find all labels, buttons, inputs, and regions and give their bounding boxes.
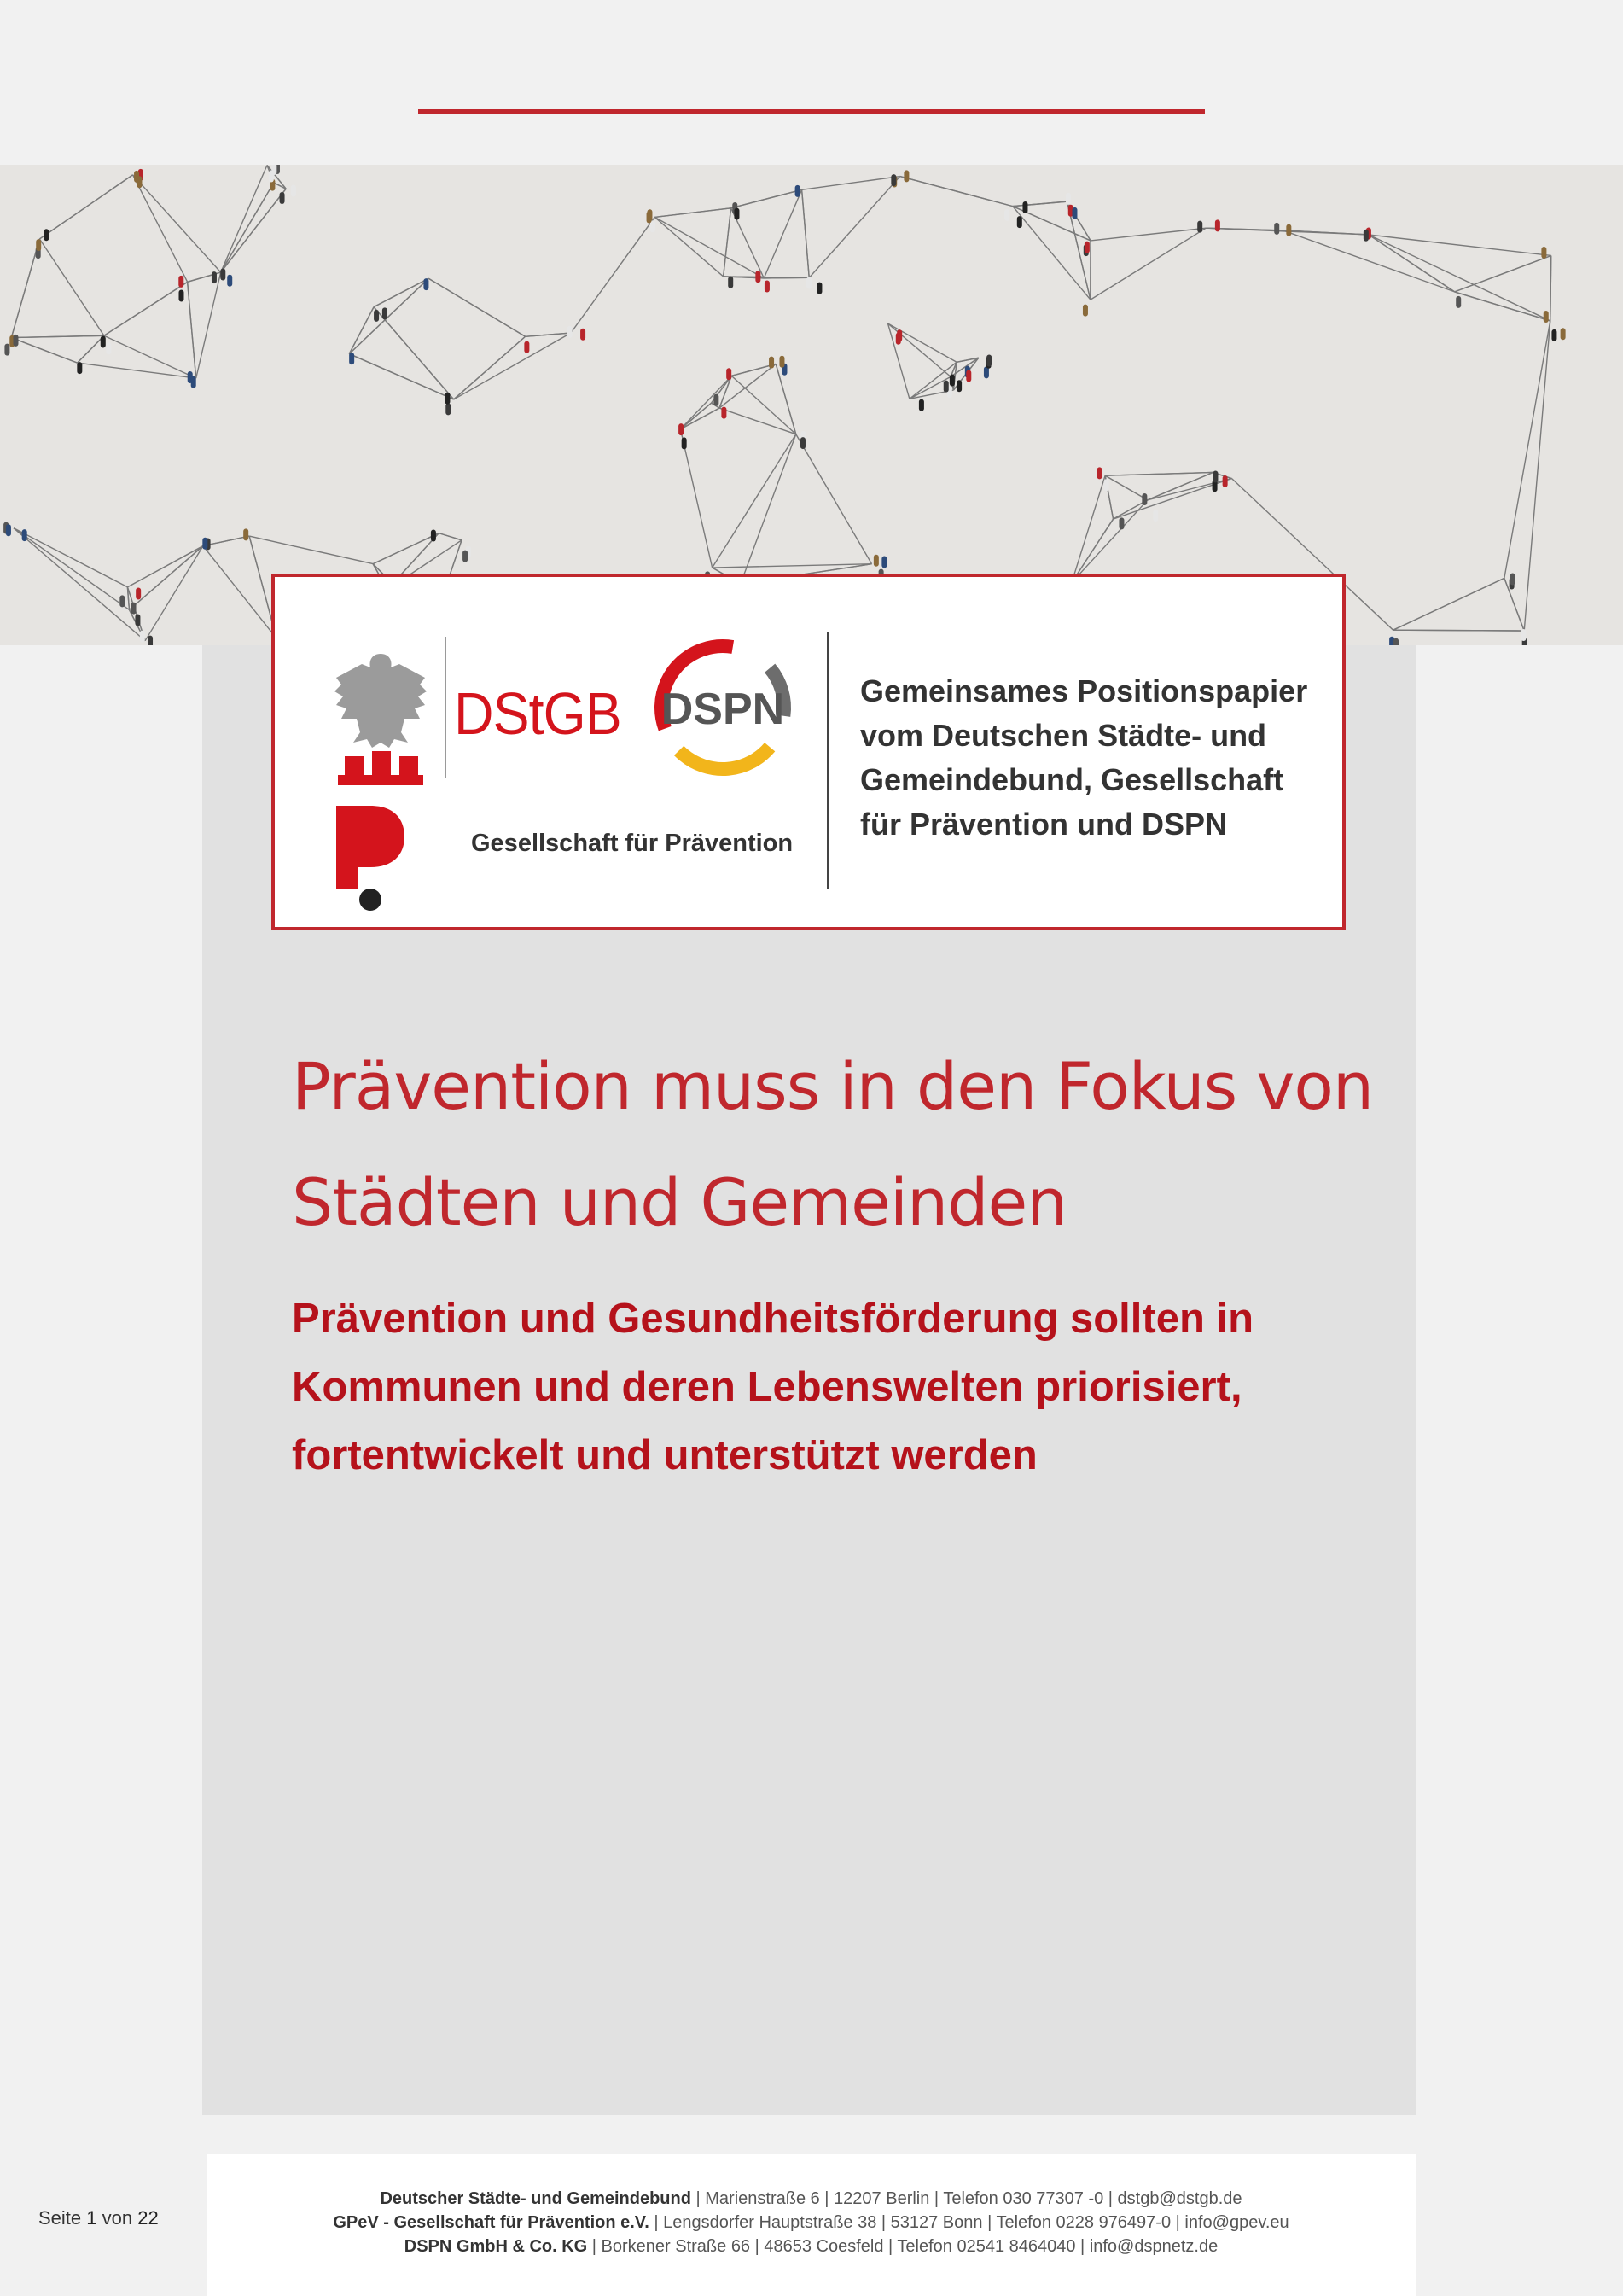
title-line: Städten und Gemeinden — [292, 1164, 1067, 1240]
federal-eagle-logo-icon — [328, 647, 434, 792]
logo-box — [271, 574, 1346, 930]
page-total: 22 — [137, 2207, 159, 2229]
footer-org: DSPN GmbH & Co. KG — [404, 2237, 588, 2256]
footer-org: Deutscher Städte- und Gemeindebund — [380, 2189, 691, 2208]
footer — [207, 2154, 1416, 2296]
gfp-name: Gesellschaft für Prävention — [471, 830, 794, 857]
document-title — [292, 1029, 1401, 1261]
subtitle-line: Kommunen und deren Lebenswelten priorisiert, — [292, 1364, 1242, 1410]
dspn-logo-icon — [650, 635, 795, 780]
page-number — [38, 2207, 159, 2229]
footer-details: | Lengsdorfer Hauptstraße 38 | 53127 Bonn | Telefon 0228 976497-0 | info@gpev.eu — [649, 2213, 1289, 2232]
logo-divider — [445, 637, 446, 778]
caption-line: Gemeinsames Positionspapier — [860, 673, 1308, 708]
page-label: Seite — [38, 2207, 82, 2229]
dspn-wordmark: DSPN — [660, 685, 785, 734]
top-red-rule — [418, 109, 1205, 114]
gfp-p-logo-icon — [336, 806, 404, 912]
footer-details: | Borkener Straße 66 | 48653 Coesfeld | Telefon 02541 8464040 | info@dspnetz.de — [587, 2237, 1219, 2256]
page-sep: von — [102, 2207, 133, 2229]
footer-line — [207, 2187, 1416, 2211]
caption-line: für Prävention und DSPN — [860, 807, 1228, 842]
footer-line — [207, 2235, 1416, 2258]
dstgb-wordmark: DStGB — [454, 680, 621, 747]
page-current: 1 — [86, 2207, 97, 2229]
logo-caption — [860, 669, 1338, 847]
footer-line — [207, 2211, 1416, 2235]
subtitle-line: Prävention und Gesundheitsförderung sollten in — [292, 1296, 1254, 1342]
footer-org: GPeV - Gesellschaft für Prävention e.V. — [333, 2213, 649, 2232]
title-line: Prävention muss in den Fokus von — [292, 1048, 1374, 1124]
caption-line: Gemeindebund, Gesellschaft — [860, 762, 1284, 797]
caption-line: vom Deutschen Städte- und — [860, 718, 1267, 753]
subtitle-line: fortentwickelt und unterstützt werden — [292, 1432, 1038, 1478]
document-subtitle — [292, 1285, 1401, 1489]
footer-details: | Marienstraße 6 | 12207 Berlin | Telefon 030 77307 -0 | dstgb@dstgb.de — [690, 2189, 1242, 2208]
footer-addresses — [207, 2187, 1416, 2258]
logo-caption-divider — [827, 632, 829, 889]
